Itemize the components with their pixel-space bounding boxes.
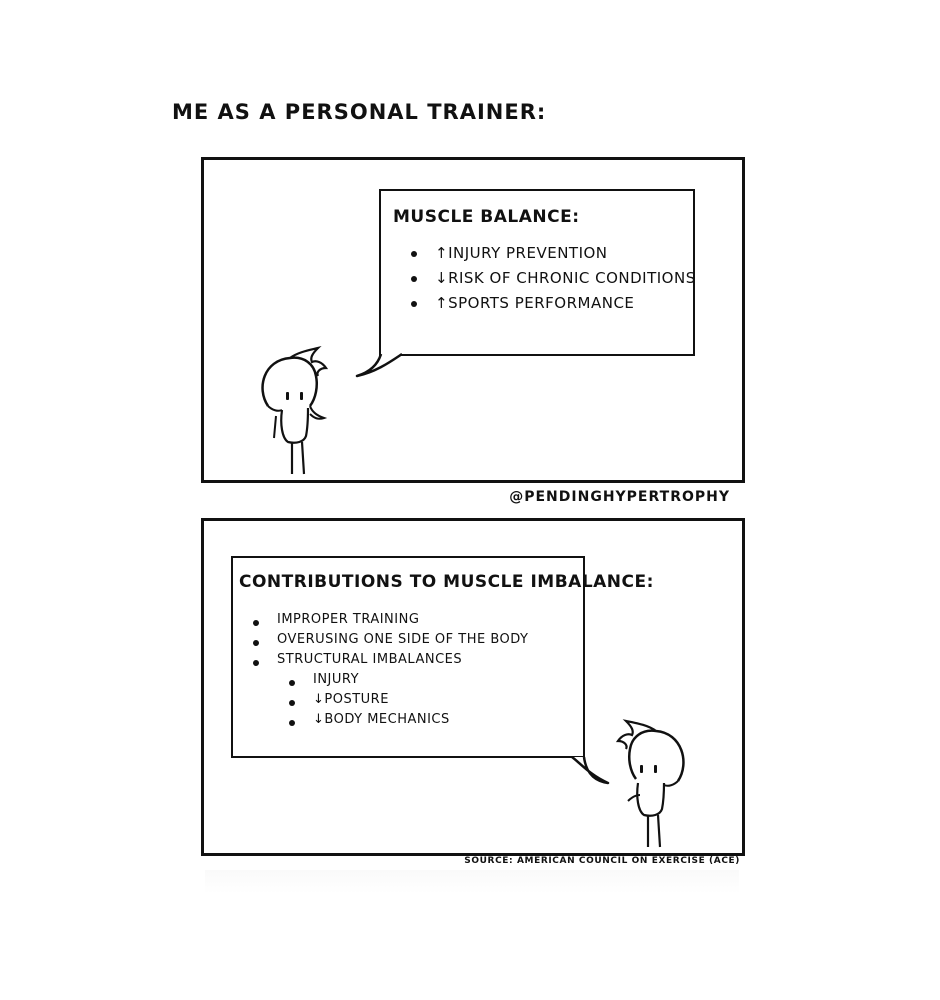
list-item: IMPROPER TRAINING: [277, 610, 577, 630]
list-item: ↑INJURY PREVENTION: [435, 241, 681, 266]
bubble-heading: CONTRIBUTIONS TO MUSCLE IMBALANCE:: [239, 572, 654, 592]
list-item: ↓RISK OF CHRONIC CONDITIONS: [435, 266, 681, 291]
comic-panel-2: [201, 518, 745, 856]
stick-figure-trainer-icon: [604, 717, 694, 852]
bottom-fade: [205, 870, 739, 894]
list-item: OVERUSING ONE SIDE OF THE BODY: [277, 630, 577, 650]
list-item: ↑SPORTS PERFORMANCE: [435, 291, 681, 316]
bubble-heading: MUSCLE BALANCE:: [393, 207, 580, 227]
stick-figure-trainer-icon: [252, 346, 342, 481]
speech-bubble-tail-icon: [354, 350, 414, 380]
sub-list: [277, 670, 577, 730]
list-item: ↓POSTURE: [313, 690, 577, 710]
artist-credit: @PENDINGHYPERTROPHY: [509, 489, 730, 505]
comic-title: ME AS A PERSONAL TRAINER:: [172, 100, 547, 124]
benefit-list: [393, 241, 696, 316]
list-item: STRUCTURAL IMBALANCES: [277, 650, 577, 670]
speech-bubble-muscle-balance: [379, 189, 695, 356]
list-item: ↓BODY MECHANICS: [313, 710, 577, 730]
source-citation: SOURCE: AMERICAN COUNCIL ON EXERCISE (ACE): [464, 856, 740, 866]
list-item: INJURY: [313, 670, 577, 690]
cause-list: [239, 610, 577, 730]
comic-panel-1: [201, 157, 745, 483]
speech-bubble-muscle-imbalance: [231, 556, 654, 758]
